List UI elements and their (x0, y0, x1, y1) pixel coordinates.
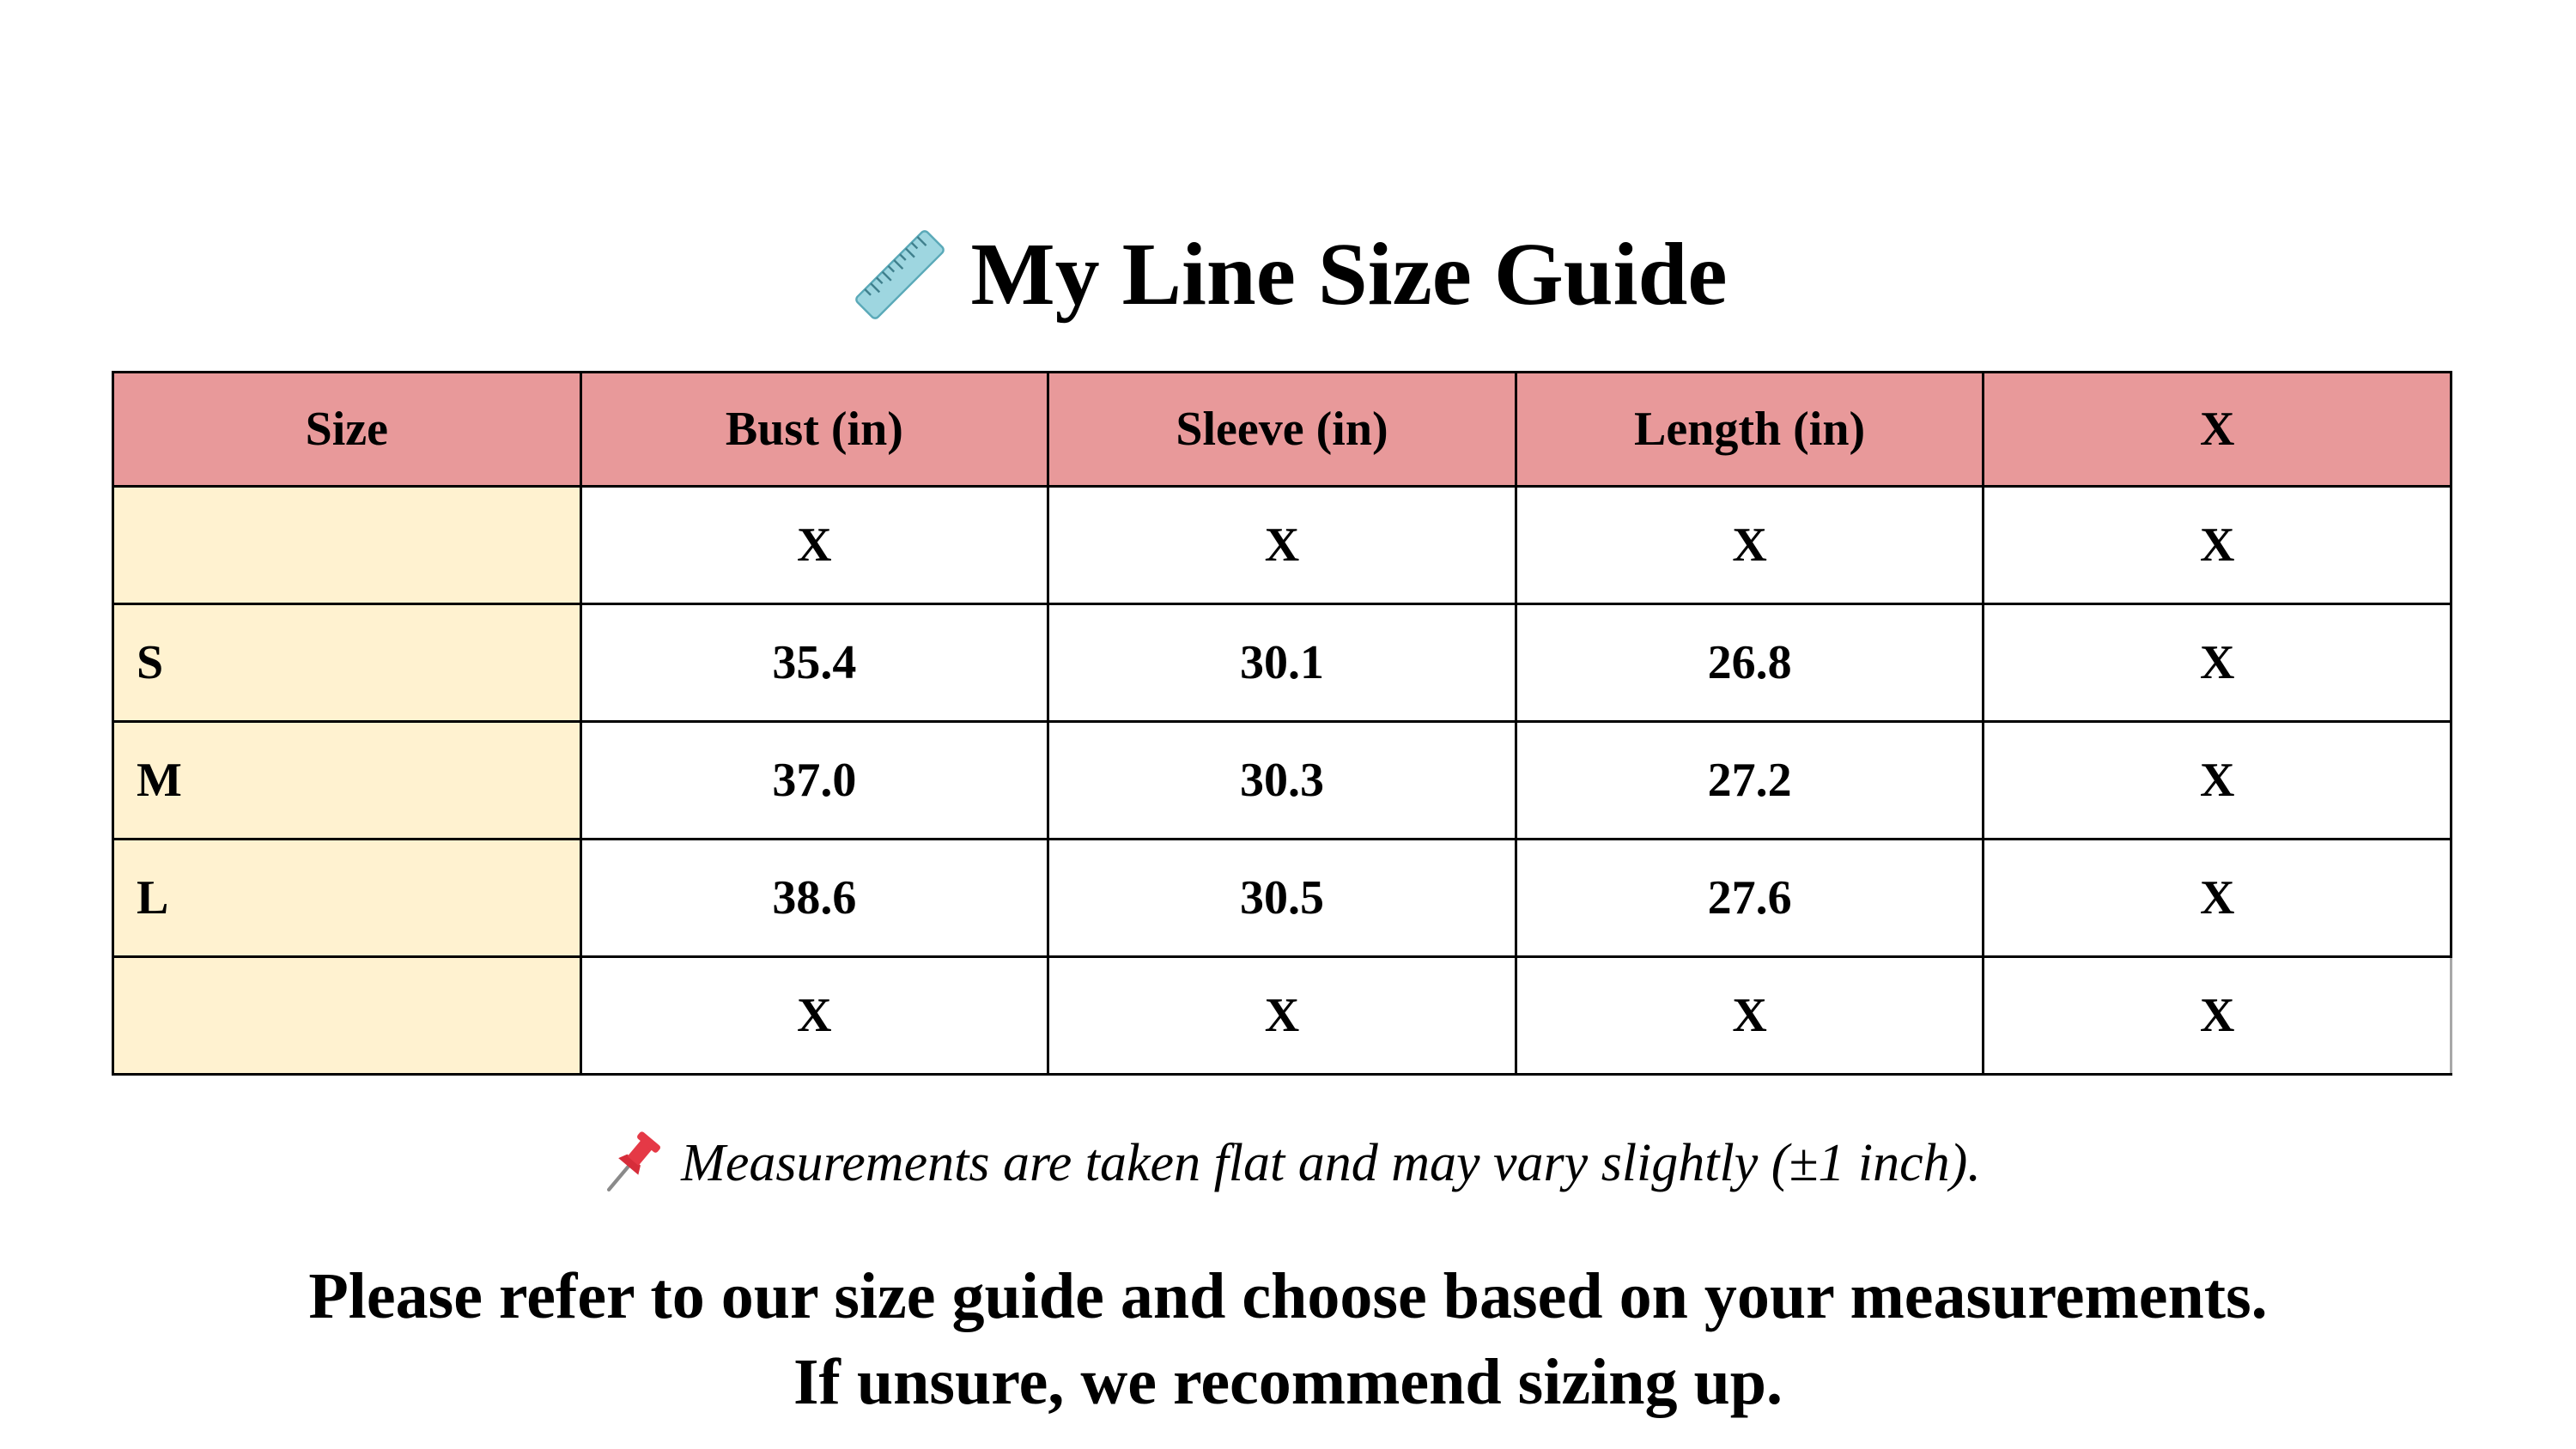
size-cell (113, 957, 581, 1075)
page-title: My Line Size Guide (970, 225, 1728, 324)
bust-cell: 38.6 (580, 840, 1048, 957)
table-row (113, 487, 2451, 604)
title-row (0, 206, 2576, 343)
bust-cell: X (580, 487, 1048, 604)
table-row (113, 957, 2451, 1075)
sleeve-cell: X (1048, 957, 1516, 1075)
table-row (113, 840, 2451, 957)
sleeve-cell: 30.3 (1048, 722, 1516, 840)
sleeve-cell: X (1048, 487, 1516, 604)
measurement-note (0, 1125, 2576, 1202)
extra-cell: X (1984, 487, 2451, 604)
ruler-icon (848, 223, 951, 326)
extra-cell: X (1984, 722, 2451, 840)
size-cell: S (113, 604, 581, 722)
header-length: Length (in) (1516, 373, 1984, 487)
bust-cell: 37.0 (580, 722, 1048, 840)
bust-cell: 35.4 (580, 604, 1048, 722)
extra-cell: X (1984, 957, 2451, 1075)
header-size: Size (113, 373, 581, 487)
length-cell: 26.8 (1516, 604, 1984, 722)
sizing-advice (0, 1253, 2576, 1425)
length-cell: X (1516, 487, 1984, 604)
header-bust: Bust (in) (580, 373, 1048, 487)
table-row (113, 604, 2451, 722)
note-text: Measurements are taken flat and may vary slightly (±1 inch). (681, 1133, 1981, 1192)
extra-cell: X (1984, 840, 2451, 957)
length-cell: 27.2 (1516, 722, 1984, 840)
size-cell: M (113, 722, 581, 840)
sleeve-cell: 30.5 (1048, 840, 1516, 957)
pushpin-icon (595, 1127, 667, 1199)
bust-cell: X (580, 957, 1048, 1075)
length-cell: X (1516, 957, 1984, 1075)
size-cell: L (113, 840, 581, 957)
extra-cell: X (1984, 604, 2451, 722)
table-header-row (113, 373, 2451, 487)
table-row (113, 722, 2451, 840)
advice-line: Please refer to our size guide and choose based on your measurements. (308, 1260, 2268, 1332)
header-extra: X (1984, 373, 2451, 487)
sleeve-cell: 30.1 (1048, 604, 1516, 722)
size-cell (113, 487, 581, 604)
header-sleeve: Sleeve (in) (1048, 373, 1516, 487)
length-cell: 27.6 (1516, 840, 1984, 957)
size-table (112, 371, 2452, 1076)
advice-line: If unsure, we recommend sizing up. (793, 1346, 1783, 1418)
